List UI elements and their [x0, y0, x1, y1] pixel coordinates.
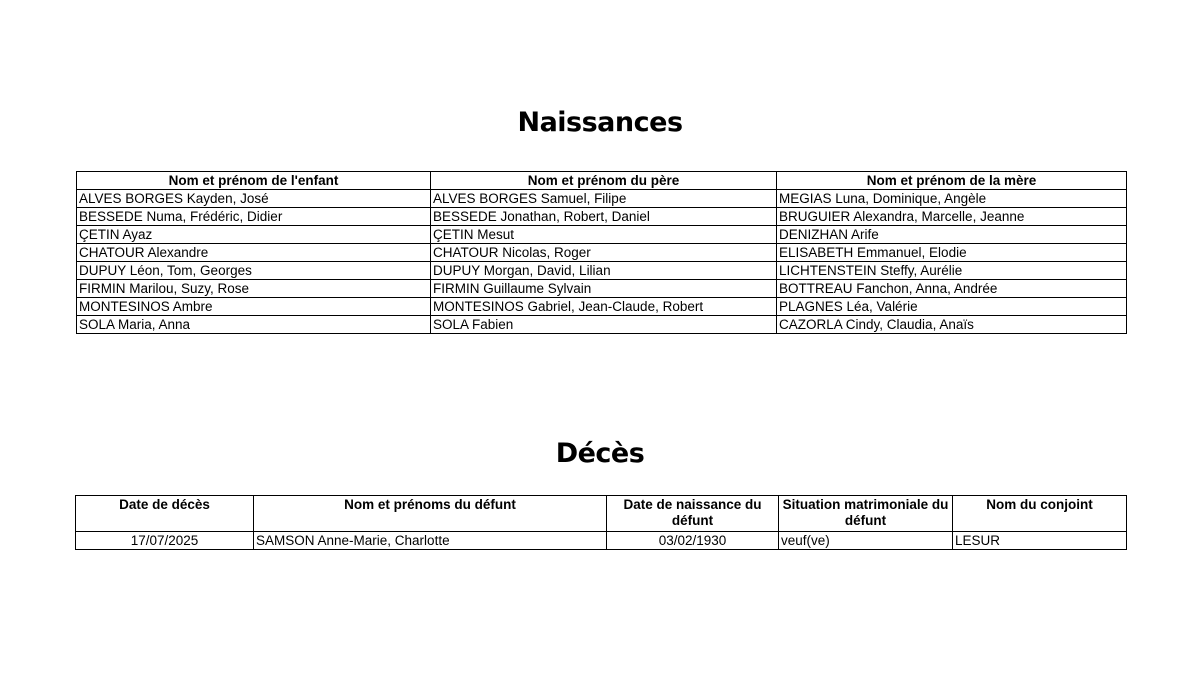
death-date-cell: 17/07/2025 [76, 532, 254, 550]
births-table [76, 171, 1127, 334]
child-name-cell: SOLA Maria, Anna [77, 316, 431, 334]
table-row [77, 316, 1127, 334]
header-mother-name: Nom et prénom de la mère [777, 172, 1127, 190]
header-father-name: Nom et prénom du père [431, 172, 777, 190]
header-deceased-name: Nom et prénoms du défunt [254, 496, 607, 532]
father-name-cell: SOLA Fabien [431, 316, 777, 334]
mother-name-cell: DENIZHAN Arife [777, 226, 1127, 244]
deaths-header-row [76, 496, 1127, 532]
mother-name-cell: BOTTREAU Fanchon, Anna, Andrée [777, 280, 1127, 298]
header-death-date: Date de décès [76, 496, 254, 532]
child-name-cell: DUPUY Léon, Tom, Georges [77, 262, 431, 280]
child-name-cell: ALVES BORGES Kayden, José [77, 190, 431, 208]
spouse-name-cell: LESUR [953, 532, 1127, 550]
child-name-cell: CHATOUR Alexandre [77, 244, 431, 262]
header-spouse-name: Nom du conjoint [953, 496, 1127, 532]
father-name-cell: FIRMIN Guillaume Sylvain [431, 280, 777, 298]
deceased-name-cell: SAMSON Anne-Marie, Charlotte [254, 532, 607, 550]
father-name-cell: ÇETIN Mesut [431, 226, 777, 244]
marital-status-cell: veuf(ve) [779, 532, 953, 550]
births-header-row [77, 172, 1127, 190]
mother-name-cell: CAZORLA Cindy, Claudia, Anaïs [777, 316, 1127, 334]
table-row [77, 262, 1127, 280]
father-name-cell: CHATOUR Nicolas, Roger [431, 244, 777, 262]
mother-name-cell: ELISABETH Emmanuel, Elodie [777, 244, 1127, 262]
table-row [77, 208, 1127, 226]
header-birth-date: Date de naissance du défunt [607, 496, 779, 532]
mother-name-cell: BRUGUIER Alexandra, Marcelle, Jeanne [777, 208, 1127, 226]
mother-name-cell: MEGIAS Luna, Dominique, Angèle [777, 190, 1127, 208]
table-row [76, 532, 1127, 550]
header-marital-status: Situation matrimoniale du défunt [779, 496, 953, 532]
father-name-cell: ALVES BORGES Samuel, Filipe [431, 190, 777, 208]
table-row [77, 298, 1127, 316]
child-name-cell: BESSEDE Numa, Frédéric, Didier [77, 208, 431, 226]
deaths-table [75, 495, 1127, 550]
child-name-cell: FIRMIN Marilou, Suzy, Rose [77, 280, 431, 298]
father-name-cell: MONTESINOS Gabriel, Jean-Claude, Robert [431, 298, 777, 316]
birth-date-cell: 03/02/1930 [607, 532, 779, 550]
mother-name-cell: PLAGNES Léa, Valérie [777, 298, 1127, 316]
table-row [77, 244, 1127, 262]
child-name-cell: MONTESINOS Ambre [77, 298, 431, 316]
father-name-cell: BESSEDE Jonathan, Robert, Daniel [431, 208, 777, 226]
table-row [77, 190, 1127, 208]
header-child-name: Nom et prénom de l'enfant [77, 172, 431, 190]
table-row [77, 226, 1127, 244]
deaths-title: Décès [555, 438, 645, 469]
mother-name-cell: LICHTENSTEIN Steffy, Aurélie [777, 262, 1127, 280]
father-name-cell: DUPUY Morgan, David, Lilian [431, 262, 777, 280]
child-name-cell: ÇETIN Ayaz [77, 226, 431, 244]
births-title: Naissances [517, 107, 683, 138]
table-row [77, 280, 1127, 298]
